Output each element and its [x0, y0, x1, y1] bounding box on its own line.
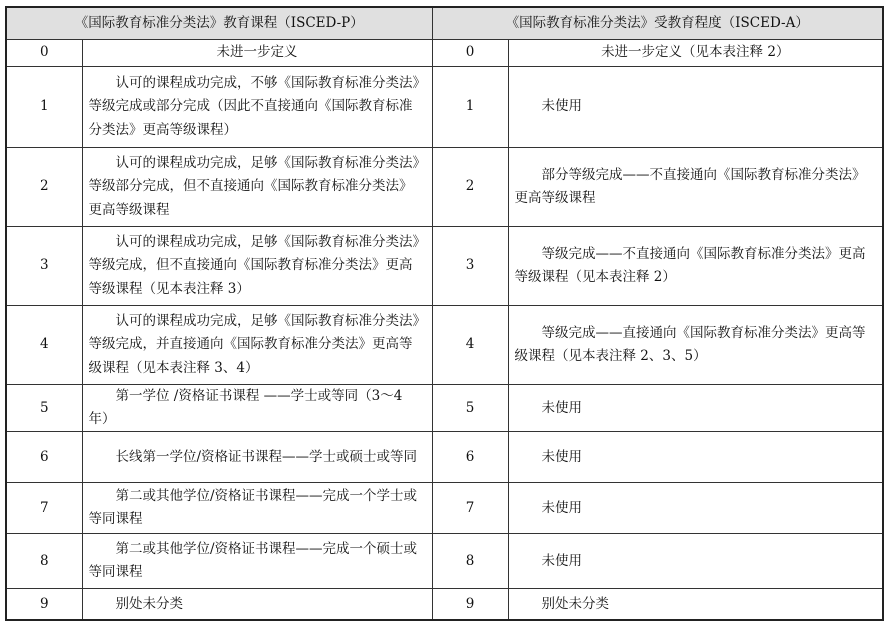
isced-a-code: 4	[432, 306, 508, 385]
isced-p-description-text: 第二或其他学位/资格证书课程——完成一个学士或等同课程	[88, 488, 418, 528]
table-row	[6, 385, 883, 432]
isced-a-description	[508, 67, 883, 148]
isced-a-description-text: 未进一步定义（见本表注释 2）	[601, 44, 790, 61]
isced-p-description-text: 长线第一学位/资格证书课程——学士或硕士或等同	[115, 448, 418, 465]
table-row	[6, 483, 883, 534]
isced-a-code: 6	[432, 432, 508, 483]
isced-p-description-text: 认可的课程成功完成，足够《国际教育标准分类法》等级完成，并直接通向《国际教育标准分类法》更高等级课程（见本表注释 3、4）	[88, 313, 420, 376]
isced-a-description	[508, 40, 883, 67]
isced-p-description-text: 认可的课程成功完成，足够《国际教育标准分类法》等级部分完成，但不直接通向《国际教育标准分类法》更高等级课程	[88, 155, 420, 218]
isced-a-description	[508, 432, 883, 483]
table-row	[6, 40, 883, 67]
isced-a-description-text: 等级完成——不直接通向《国际教育标准分类法》更高等级课程（见本表注释 2）	[514, 245, 866, 285]
isced-a-code: 3	[432, 227, 508, 306]
table-row	[6, 589, 883, 621]
table-row	[6, 227, 883, 306]
isced-a-description-text: 别处未分类	[541, 595, 610, 612]
isced-p-code: 1	[6, 67, 82, 148]
table-row	[6, 534, 883, 589]
isced-p-description	[82, 306, 432, 385]
isced-a-description-text: 未使用	[541, 98, 583, 115]
isced-a-description	[508, 148, 883, 227]
isced-p-code: 2	[6, 148, 82, 227]
isced-a-description	[508, 385, 883, 432]
isced-a-description	[508, 227, 883, 306]
header-isced-a: 《国际教育标准分类法》受教育程度（ISCED-A）	[432, 7, 883, 40]
table-row	[6, 306, 883, 385]
isced-a-code: 2	[432, 148, 508, 227]
isced-a-code: 1	[432, 67, 508, 148]
isced-a-description	[508, 589, 883, 621]
isced-p-code: 0	[6, 40, 82, 67]
isced-p-description-text: 未进一步定义	[216, 44, 298, 61]
isced-p-code: 8	[6, 534, 82, 589]
isced-a-description-text: 未使用	[541, 552, 583, 569]
isced-p-description-text: 第二或其他学位/资格证书课程——完成一个硕士或等同课程	[88, 541, 418, 581]
isced-p-description-text: 认可的课程成功完成，足够《国际教育标准分类法》等级完成，但不直接通向《国际教育标准分类法》更高等级课程（见本表注释 3）	[88, 234, 420, 297]
isced-p-code: 3	[6, 227, 82, 306]
isced-p-description-text: 认可的课程成功完成，不够《国际教育标准分类法》等级完成或部分完成（因此不直接通向《国际教育标准分类法》更高等级课程）	[88, 75, 420, 138]
isced-p-code: 4	[6, 306, 82, 385]
isced-p-code: 9	[6, 589, 82, 621]
isced-a-description-text: 部分等级完成——不直接通向《国际教育标准分类法》更高等级课程	[514, 166, 866, 206]
isced-a-code: 8	[432, 534, 508, 589]
table-header-row	[6, 7, 883, 40]
isced-p-code: 6	[6, 432, 82, 483]
isced-a-description-text: 等级完成——直接通向《国际教育标准分类法》更高等级课程（见本表注释 2、3、5）	[514, 324, 866, 364]
isced-p-description-text: 第一学位 /资格证书课程 ——学士或等同（3～4 年）	[88, 388, 403, 428]
isced-p-code: 5	[6, 385, 82, 432]
table-row	[6, 148, 883, 227]
isced-p-description	[82, 432, 432, 483]
isced-a-description	[508, 483, 883, 534]
isced-p-description	[82, 148, 432, 227]
isced-p-code: 7	[6, 483, 82, 534]
isced-p-description	[82, 483, 432, 534]
isced-p-description	[82, 385, 432, 432]
isced-a-code: 5	[432, 385, 508, 432]
table-row	[6, 432, 883, 483]
isced-p-description	[82, 67, 432, 148]
isced-classification-table	[5, 6, 884, 621]
isced-p-description	[82, 589, 432, 621]
isced-p-description	[82, 227, 432, 306]
isced-a-description-text: 未使用	[541, 399, 583, 416]
table-row	[6, 67, 883, 148]
isced-a-description-text: 未使用	[541, 448, 583, 465]
isced-a-code: 0	[432, 40, 508, 67]
header-isced-p: 《国际教育标准分类法》教育课程（ISCED-P）	[6, 7, 432, 40]
isced-a-description	[508, 534, 883, 589]
isced-a-description-text: 未使用	[541, 499, 583, 516]
isced-a-description	[508, 306, 883, 385]
isced-a-code: 7	[432, 483, 508, 534]
isced-p-description	[82, 534, 432, 589]
isced-a-code: 9	[432, 589, 508, 621]
isced-p-description-text: 别处未分类	[115, 595, 183, 612]
isced-p-description	[82, 40, 432, 67]
